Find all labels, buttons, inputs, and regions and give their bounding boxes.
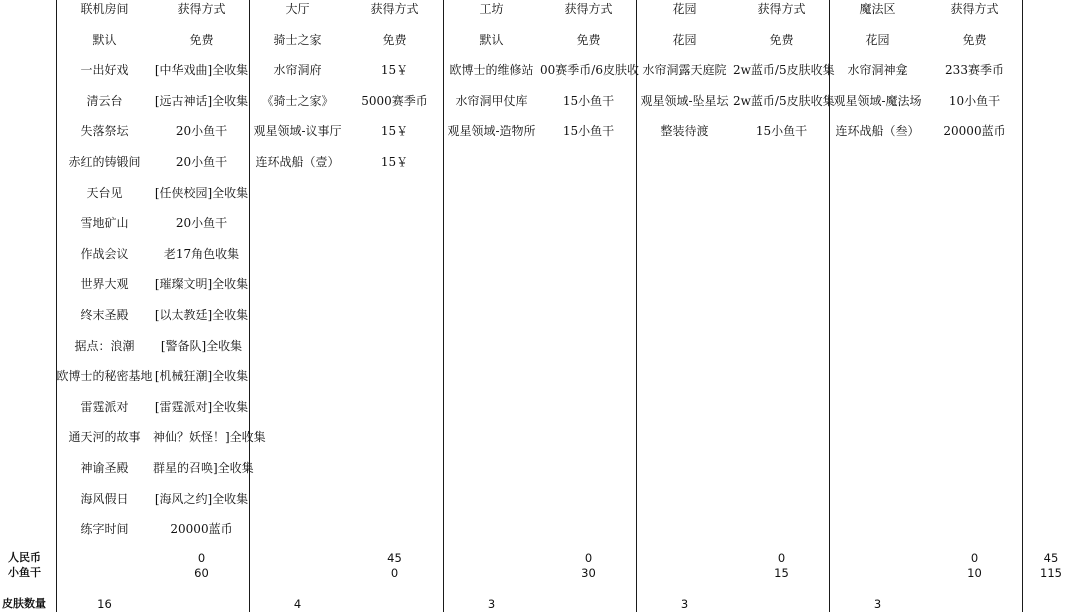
table-cell-method: [任侠校园]全收集 [154,185,249,200]
table-cell-name: 雪地矿山 [80,216,129,231]
table-cell-method: 15小鱼干 [562,124,615,139]
table-cell-method: 15小鱼干 [562,93,615,108]
table-cell-method: 20000蓝币 [170,522,233,537]
table-cell-method: 免费 [382,32,407,47]
section-total-renminbi: 0 [777,551,786,565]
column-header-name: 花园 [672,2,697,16]
table-cell-name: 连环战船（叁） [835,124,920,139]
grand-total-renminbi: 45 [1043,551,1059,565]
table-cell-name: 《骑士之家》 [261,93,334,108]
table-cell-name: 雷霆派对 [80,399,129,414]
table-cell-name: 作战会议 [80,246,129,261]
section-total-xiaoyugan: 0 [390,566,399,580]
table-cell-method: 10小鱼干 [948,93,1001,108]
table-cell-name: 赤红的铸锻间 [68,155,141,169]
table-cell-method: [远古神话]全收集 [154,93,249,108]
table-cell-name: 世界大观 [80,277,129,292]
footer-label-skin-count: 皮肤数量 [2,597,46,610]
table-cell-name: 骑士之家 [273,32,322,47]
table-cell-name: 终末圣殿 [80,308,129,322]
table-cell-name: 水帘洞神龛 [847,63,908,78]
table-cell-method: 免费 [769,32,794,47]
table-cell-method: 2w蓝币/5皮肤收集 [733,93,835,108]
footer-label-renminbi: 人民币 [8,551,41,564]
table-cell-name: 一出好戏 [80,63,129,78]
section-total-xiaoyugan: 30 [581,566,596,580]
grand-total-xiaoyugan: 115 [1040,566,1062,580]
table-cell-name: 观星领域-议事厅 [253,124,342,139]
table-cell-method: 5000赛季币 [361,93,428,108]
table-cell-method: [警备队]全收集 [160,338,243,353]
footer-label-xiaoyugan: 小鱼干 [8,566,41,579]
table-cell-method: [海风之约]全收集 [154,491,249,506]
table-cell-method: 老17角色收集 [163,246,240,261]
column-header-method: 获得方式 [177,2,226,16]
table-cell-method: 15小鱼干 [755,124,808,139]
table-cell-method: 15￥ [380,63,409,78]
table-cell-method: 15￥ [380,155,409,169]
section-total-renminbi: 0 [584,551,593,565]
table-cell-name: 水帘洞府 [273,63,322,78]
section-total-xiaoyugan: 60 [194,566,209,580]
table-cell-method: [机械狂潮]全收集 [154,369,249,384]
table-cell-name: 欧博士的维修站 [449,63,534,78]
table-cell-method: [中华戏曲]全收集 [154,63,249,78]
table-cell-name: 欧博士的秘密基地 [56,369,153,384]
table-cell-name: 观星领域-造物所 [447,124,536,139]
table-cell-name: 连环战船（壹） [255,155,340,169]
table-cell-name: 整装待渡 [660,124,709,139]
section-skin-count: 3 [873,597,882,611]
table-cell-method: 神仙？妖怪！]全收集 [153,430,266,445]
table-cell-method: 15￥ [380,124,409,139]
section-total-renminbi: 0 [970,551,979,565]
table-cell-method: 免费 [576,32,601,47]
section-skin-count: 3 [487,597,496,611]
table-cell-method: [以太教廷]全收集 [154,308,249,322]
table-cell-name: 水帘洞甲仗库 [455,93,528,108]
table-cell-name: 默认 [92,32,117,47]
column-header-method: 获得方式 [370,2,419,16]
table-cell-name: 海风假日 [80,491,129,506]
table-cell-name: 观星领域-坠星坛 [640,93,729,108]
table-cell-method: 233赛季币 [945,63,1004,78]
table-cell-method: 群星的召唤]全收集 [153,461,254,475]
section-total-renminbi: 0 [197,551,206,565]
column-header-name: 大厅 [285,2,310,16]
section-skin-count: 4 [293,597,302,611]
section-total-renminbi: 45 [387,551,402,565]
column-header-method: 获得方式 [757,2,806,16]
section-total-xiaoyugan: 15 [774,566,789,580]
table-cell-name: 通天河的故事 [68,430,141,445]
table-cell-name: 清云台 [86,93,123,108]
column-header-name: 工坊 [479,2,504,16]
table-cell-name: 花园 [672,32,697,47]
table-cell-method: 20小鱼干 [175,124,228,139]
table-cell-name: 花园 [865,32,890,47]
table-cell-name: 默认 [479,32,504,47]
table-cell-name: 观星领域-魔法场 [833,93,922,108]
table-cell-method: 20小鱼干 [175,216,228,231]
table-cell-name: 天台见 [86,185,123,200]
table-cell-method: 2w蓝币/5皮肤收集 [733,63,835,78]
table-cell-method: 免费 [189,32,214,47]
table-cell-name: 据点：浪潮 [74,338,135,353]
table-cell-method: 20小鱼干 [175,155,228,169]
table-cell-method: [璀璨文明]全收集 [154,277,249,292]
column-header-name: 联机房间 [80,2,129,16]
column-header-name: 魔法区 [859,2,896,16]
table-cell-name: 失落祭坛 [80,124,129,139]
section-total-xiaoyugan: 10 [967,566,982,580]
section-skin-count: 3 [680,597,689,611]
column-header-method: 获得方式 [950,2,999,16]
table-cell-method: 免费 [962,32,987,47]
table-cell-name: 练字时间 [80,522,129,537]
table-cell-method: 20000蓝币 [943,124,1006,139]
table-cell-name: 神谕圣殿 [80,461,129,475]
table-cell-method: [雷霆派对]全收集 [154,399,249,414]
section-skin-count: 16 [97,597,112,611]
table-cell-name: 水帘洞露天庭院 [642,63,727,78]
column-header-method: 获得方式 [564,2,613,16]
table-cell-method: 00赛季币/6皮肤收 [540,63,639,78]
